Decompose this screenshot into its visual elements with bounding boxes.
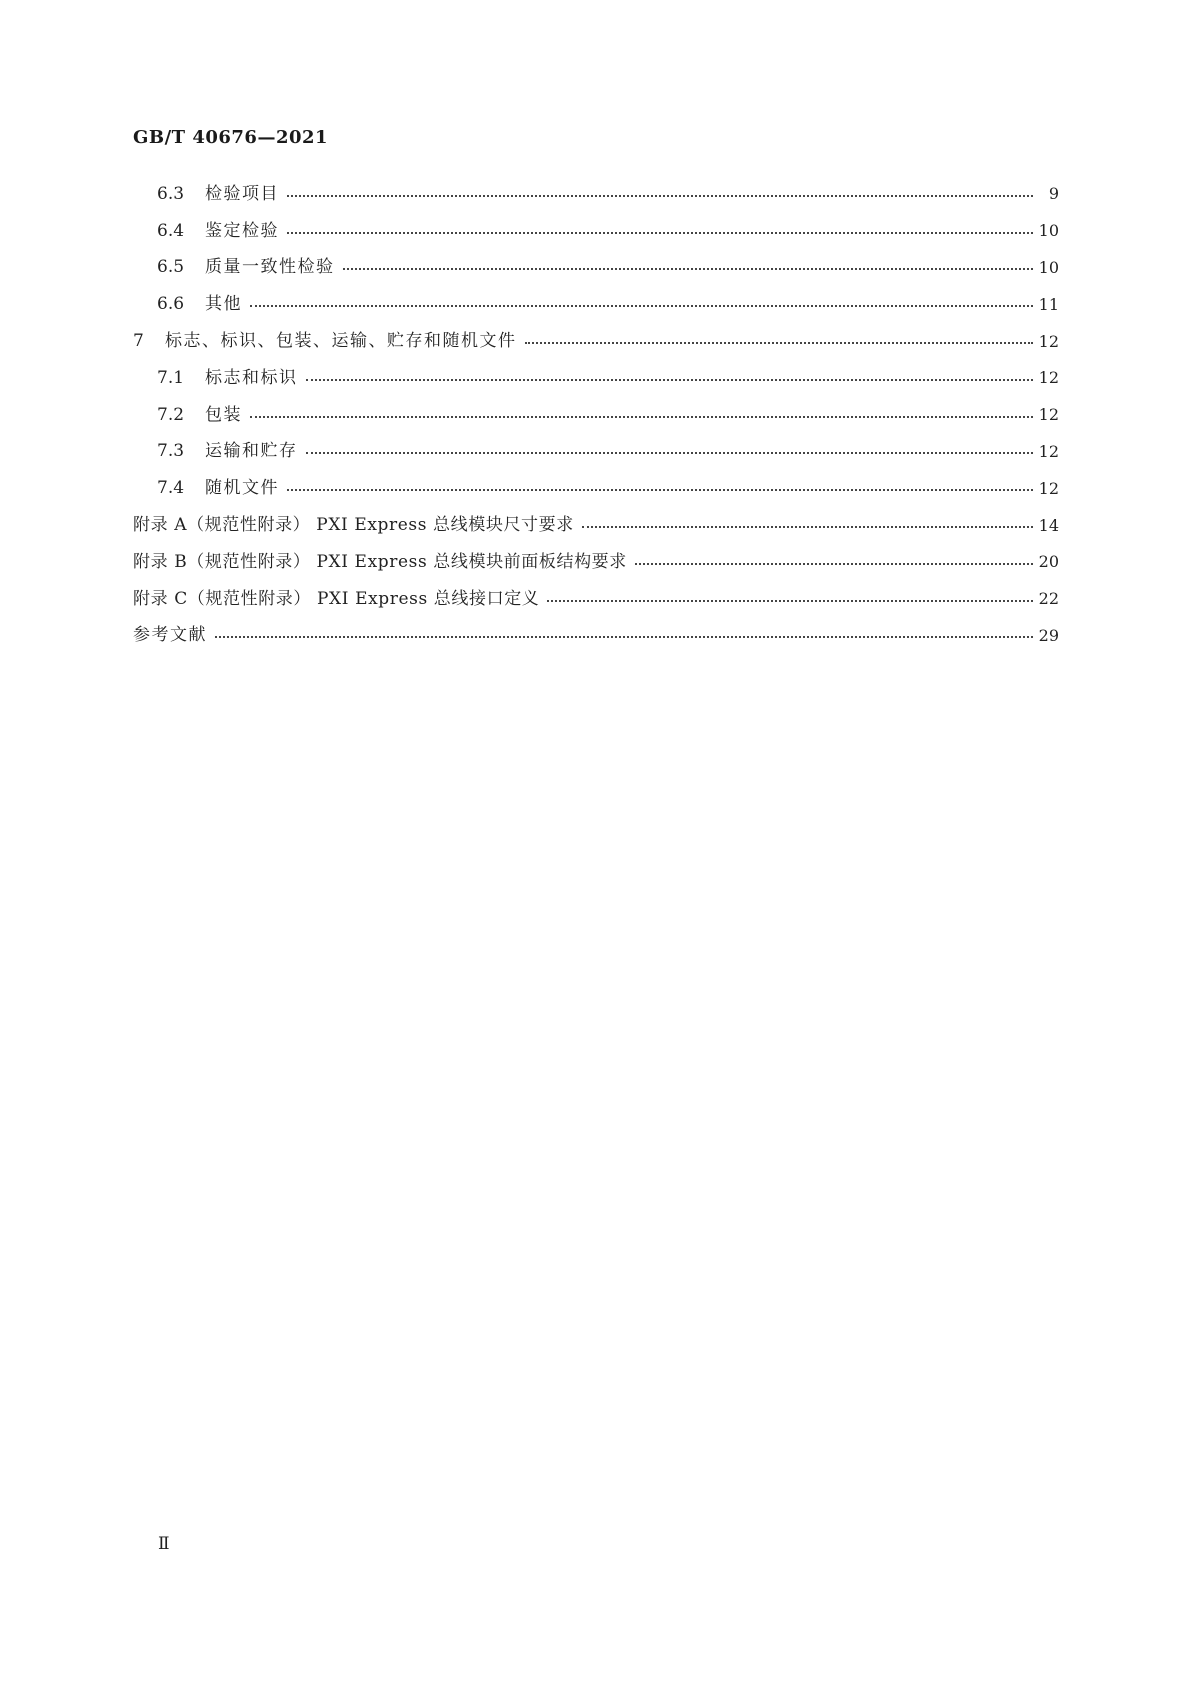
toc-leader-dots — [525, 341, 1033, 344]
toc-entry-page: 12 — [1038, 441, 1059, 461]
toc-entry-page: 14 — [1038, 515, 1059, 535]
toc-leader-dots — [250, 415, 1033, 418]
toc-entry-page: 20 — [1038, 552, 1059, 572]
toc-entry-number: 6.6 — [157, 294, 185, 315]
toc-entry-title: 附录 A（规范性附录） PXI Express 总线模块尺寸要求 — [133, 515, 574, 536]
toc-entry-appendix-c[interactable] — [133, 581, 1059, 618]
toc-entry-page: 10 — [1038, 257, 1059, 277]
toc-entry-6-5[interactable] — [133, 250, 1059, 287]
toc-entry-number: 6.3 — [157, 183, 185, 204]
toc-entry-references[interactable] — [133, 618, 1059, 655]
toc-entry-number: 7.3 — [157, 441, 185, 462]
toc-entry-6-6[interactable] — [133, 286, 1059, 323]
toc-entry-6-4[interactable] — [133, 213, 1059, 250]
toc-entry-title: 检验项目 — [205, 183, 279, 204]
toc-entry-number: 7 — [133, 331, 144, 352]
toc-leader-dots — [287, 194, 1033, 197]
toc-leader-dots — [287, 488, 1033, 491]
toc-entry-title: 随机文件 — [205, 478, 279, 499]
toc-entry-title: 运输和贮存 — [205, 441, 298, 462]
toc-entry-title: 附录 B（规范性附录） PXI Express 总线模块前面板结构要求 — [133, 551, 627, 572]
toc-leader-dots — [306, 378, 1033, 381]
toc-entry-page: 12 — [1038, 405, 1059, 425]
page-number: Ⅱ — [158, 1534, 170, 1554]
toc-entry-page: 10 — [1038, 221, 1059, 241]
toc-entry-number: 7.1 — [157, 367, 185, 388]
toc-entry-page: 12 — [1038, 368, 1059, 388]
toc-entry-title: 鉴定检验 — [205, 220, 279, 241]
toc-entry-title: 附录 C（规范性附录） PXI Express 总线接口定义 — [133, 588, 540, 609]
toc-entry-7-4[interactable] — [133, 470, 1059, 507]
toc-entry-6-3[interactable] — [133, 176, 1059, 213]
toc-entry-page: 22 — [1038, 589, 1059, 609]
toc-entry-appendix-b[interactable] — [133, 544, 1059, 581]
toc-entry-title: 其他 — [205, 294, 242, 315]
toc-entry-7-2[interactable] — [133, 397, 1059, 434]
toc-entry-page: 29 — [1038, 625, 1059, 645]
toc-entry-appendix-a[interactable] — [133, 507, 1059, 544]
toc-leader-dots — [635, 562, 1033, 565]
toc-entry-title: 包装 — [205, 404, 242, 425]
toc-leader-dots — [287, 231, 1033, 234]
toc-entry-title: 标志、标识、包装、运输、贮存和随机文件 — [165, 331, 517, 352]
toc-entry-page: 12 — [1038, 478, 1059, 498]
toc-entry-title: 参考文献 — [133, 625, 207, 646]
toc-entry-7[interactable] — [133, 323, 1059, 360]
toc-entry-page: 12 — [1038, 331, 1059, 351]
table-of-contents — [133, 176, 1059, 654]
toc-entry-7-1[interactable] — [133, 360, 1059, 397]
toc-entry-number: 6.4 — [157, 220, 185, 241]
document-code: GB/T 40676—2021 — [133, 127, 329, 148]
toc-leader-dots — [547, 599, 1032, 602]
toc-leader-dots — [582, 525, 1033, 528]
toc-entry-title: 标志和标识 — [205, 367, 298, 388]
toc-entry-number: 7.4 — [157, 478, 185, 499]
toc-leader-dots — [306, 451, 1033, 454]
toc-entry-page: 9 — [1048, 184, 1059, 204]
toc-entry-number: 7.2 — [157, 404, 185, 425]
toc-entry-page: 11 — [1038, 294, 1059, 314]
toc-leader-dots — [215, 635, 1033, 638]
toc-leader-dots — [343, 267, 1033, 270]
toc-entry-number: 6.5 — [157, 257, 185, 278]
toc-entry-7-3[interactable] — [133, 434, 1059, 471]
toc-leader-dots — [250, 304, 1033, 307]
toc-entry-title: 质量一致性检验 — [205, 257, 335, 278]
